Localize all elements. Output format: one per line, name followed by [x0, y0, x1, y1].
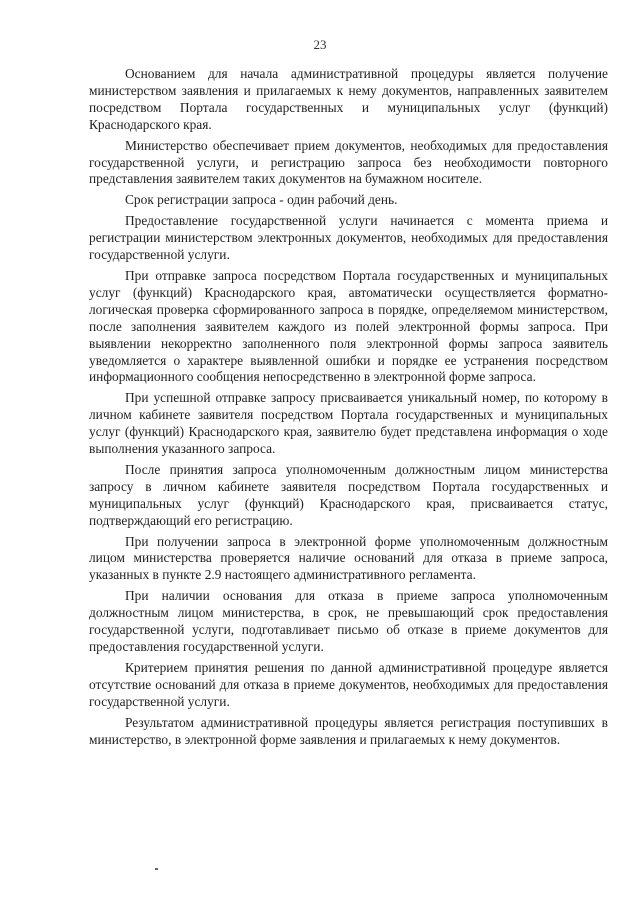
paragraph-10: Критерием принятия решения по данной административной процедуре является отсутствие оснований для отказа в приеме документов, необходимых для предоставления государственной услуги.	[89, 659, 608, 709]
paragraph-5: При отправке запроса посредством Портала государственных и муниципальных услуг (функций) Краснодарского края, автоматически осуществляется форматно-логическая проверка сформированного запроса в порядке, определяемом министерством, после заполнения заявителем каждого из полей электронной формы запроса. При выявлении некорректно заполненного поля электронной формы запроса заявитель уведомляется о характере выявленной ошибки и порядке ее устранения посредством информационного сообщения непосредственно в электронной форме запроса.	[89, 267, 608, 385]
paragraph-1: Основанием для начала административной процедуры является получение министерством заявления и прилагаемых к нему документов, направленных заявителем посредством Портала государственных и муниципальных услуг (функций) Краснодарского края.	[89, 66, 608, 132]
document-body	[89, 66, 608, 752]
paragraph-7: После принятия запроса уполномоченным должностным лицом министерства запросу в личном кабинете заявителя посредством Портала государственных и муниципальных услуг (функций) Краснодарского края, присваивается статус, подтверждающий его регистрацию.	[89, 461, 608, 528]
paragraph-11: Результатом административной процедуры является регистрация поступивших в министерство, в электронной форме заявления и прилагаемых к нему документов.	[89, 714, 608, 747]
scan-mark	[155, 868, 158, 870]
paragraph-4: Предоставление государственной услуги начинается с момента приема и регистрации министерством электронных документов, необходимых для предоставления государственной услуги.	[89, 213, 608, 263]
paragraph-2: Министерство обеспечивает прием документов, необходимых для предоставления государственной услуги, и регистрацию запроса без необходимости повторного представления заявителем таких документов на бумажном носителе.	[89, 137, 608, 187]
page-number: 23	[313, 37, 327, 52]
paragraph-3: Срок регистрации запроса - один рабочий день.	[125, 192, 398, 208]
paragraph-9: При наличии основания для отказа в приеме запроса уполномоченным должностным лицом министерства, в срок, не превышающий срок предоставления государственной услуги, подготавливает письмо об отказе в приеме документов для предоставления государственной услуги.	[89, 588, 608, 654]
paragraph-6: При успешной отправке запросу присваивается уникальный номер, по которому в личном кабинете заявителя посредством Портала государственных и муниципальных услуг (функций) Краснодарского края, заявителю будет представлена информация о ходе выполнения указанного запроса.	[89, 390, 608, 457]
paragraph-8: При получении запроса в электронной форме уполномоченным должностным лицом министерства проверяется наличие оснований для отказа в приеме запроса, указанных в пункте 2.9 настоящего административного регламента.	[89, 533, 608, 583]
